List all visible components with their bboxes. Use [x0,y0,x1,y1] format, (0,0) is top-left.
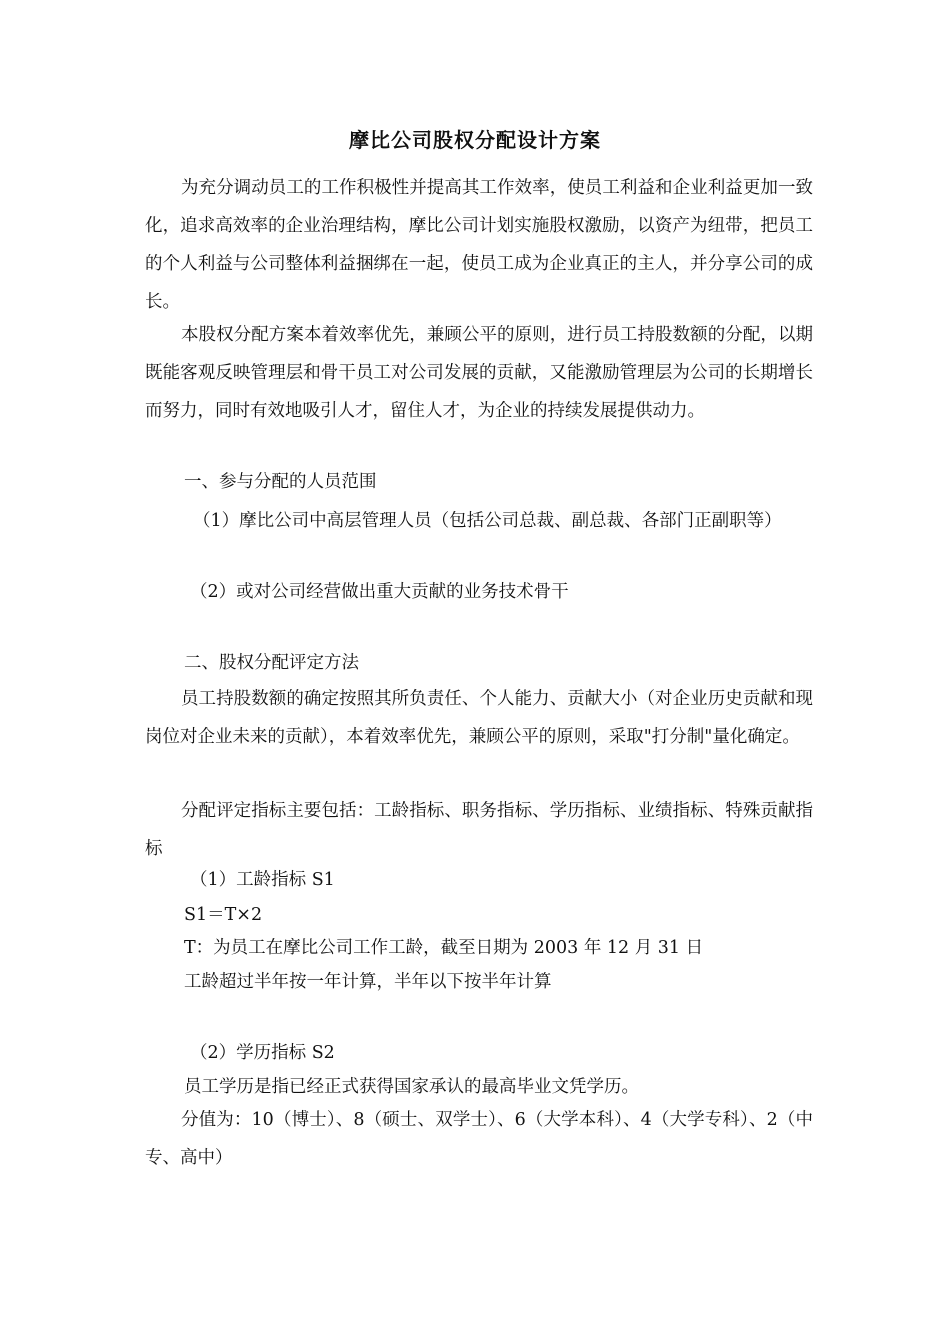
intro-paragraph: 为充分调动员工的工作积极性并提高其工作效率，使员工利益和企业利益更加一致化，追求高效率的企业治理结构，摩比公司计划实施股权激励，以资产为纽带，把员工的个人利益与公司整体利益捆绑在一起，使员工成为企业真正的主人，并分享公司的成长。 [145,178,813,312]
indicator-1-heading: （1）工龄指标 S1 [190,870,335,890]
indicator-2-heading: （2）学历指标 S2 [190,1043,335,1063]
section-1-item-2: （2）或对公司经营做出重大贡献的业务技术骨干 [190,582,569,602]
indicator-1-rule: 工龄超过半年按一年计算，半年以下按半年计算 [184,972,552,992]
section-2-heading: 二、股权分配评定方法 [184,653,359,673]
section-1-item-1: （1）摩比公司中高层管理人员（包括公司总裁、副总裁、各部门正副职等） [193,511,782,531]
indicator-1-formula: S1＝T×2 [184,905,263,925]
document-title: 摩比公司股权分配设计方案 [349,128,601,152]
indicator-1-definition: T：为员工在摩比公司工作工龄，截至日期为 2003 年 12 月 31 日 [184,938,704,958]
section-1-heading: 一、参与分配的人员范围 [184,472,377,492]
section-2-paragraph: 员工持股数额的确定按照其所负责任、个人能力、贡献大小（对企业历史贡献和现岗位对企业未来的贡献），本着效率优先，兼顾公平的原则，采取"打分制"量化确定。 [145,689,813,747]
indicators-paragraph: 分配评定指标主要包括：工龄指标、职务指标、学历指标、业绩指标、特殊贡献指标 [145,801,813,859]
principle-paragraph: 本股权分配方案本着效率优先，兼顾公平的原则，进行员工持股数额的分配，以期既能客观反映管理层和骨干员工对公司发展的贡献，又能激励管理层为公司的长期增长而努力，同时有效地吸引人才，留住人才，为企业的持续发展提供动力。 [145,325,813,421]
indicator-2-definition: 员工学历是指已经正式获得国家承认的最高毕业文凭学历。 [184,1077,639,1097]
indicator-2-values: 分值为：10（博士）、8（硕士、双学士）、6（大学本科）、4（大学专科）、2（中专、高中） [145,1110,813,1168]
